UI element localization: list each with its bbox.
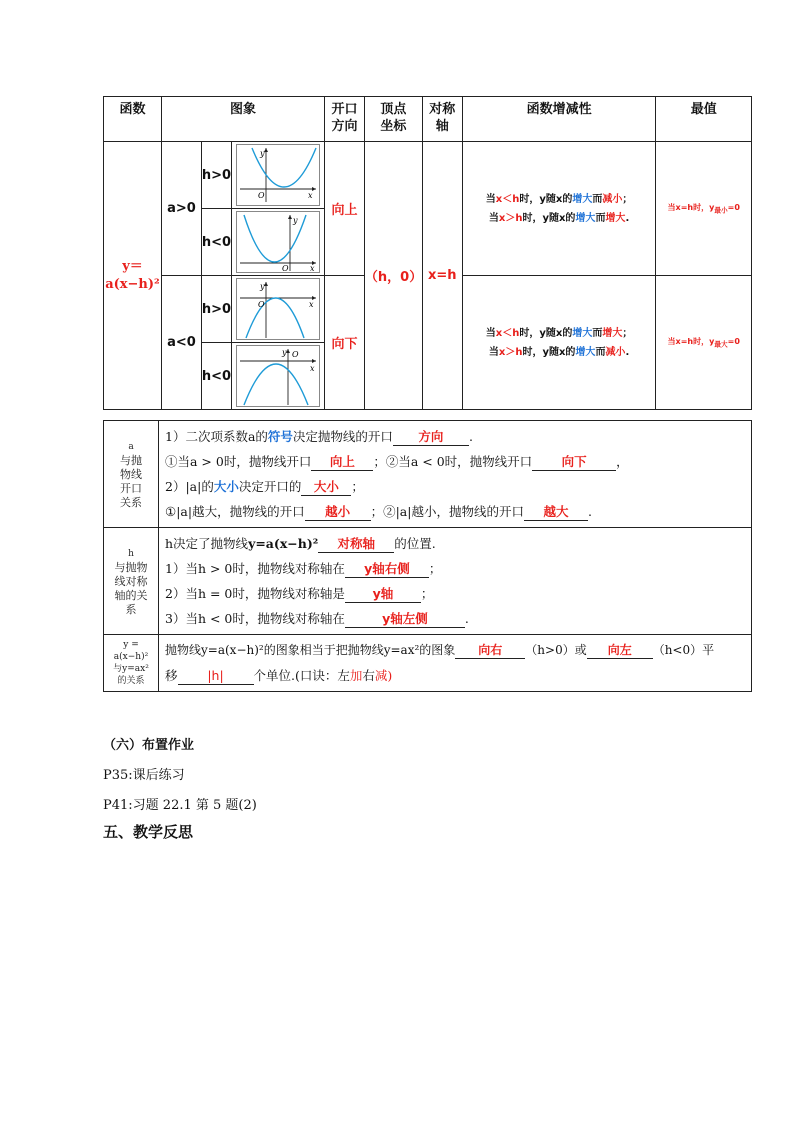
- homework-line-1: P35:课后练习: [103, 768, 185, 783]
- y-axis-label: y: [260, 149, 265, 158]
- extreme-max: 当x=h时，$y_{最大}=0$: [656, 276, 752, 410]
- vertex: （h，0）: [364, 142, 422, 410]
- blank-answer: |h|: [178, 668, 254, 685]
- row-label-h: h 与抛物 线对称 轴的关 系: [104, 528, 159, 635]
- origin-label: O: [258, 191, 265, 200]
- homework-line-2: P41:习题 22.1 第 5 题(2): [103, 798, 257, 813]
- header-vertex: 顶点 坐标: [364, 97, 422, 142]
- header-graph: 图象: [161, 97, 324, 142]
- graph-down-h-negative: [232, 343, 325, 410]
- row-a-relation: [104, 421, 752, 528]
- header-extreme: 最值: [656, 97, 752, 142]
- a-negative-label: a<0: [161, 276, 201, 410]
- row-label-translation: y = a(x−h)² 与y=ax² 的关系: [104, 635, 159, 692]
- x-axis-label: x: [309, 300, 314, 309]
- axis: x=h: [422, 142, 462, 410]
- origin-label: O: [258, 300, 265, 309]
- h-positive-label: h>0: [201, 142, 231, 209]
- parabola-graph: [236, 345, 320, 407]
- blank-answer: 向左: [587, 642, 653, 659]
- row-label-a: a 与抛 物线 开口 关系: [104, 421, 159, 528]
- graph-down-h-positive: [232, 276, 325, 343]
- h-negative-label: h<0: [201, 209, 231, 276]
- origin-label: O: [292, 350, 299, 359]
- header-monotonicity: 函数增减性: [462, 97, 656, 142]
- extreme-min: 当x=h时，$y_{最小}=0$: [656, 142, 752, 276]
- blank-answer: 越小: [305, 504, 371, 521]
- blank-answer: 向右: [455, 642, 525, 659]
- header-axis: 对称 轴: [422, 97, 462, 142]
- a-positive-label: a>0: [161, 142, 201, 276]
- monotonicity-up: 当x＜h时，y随x的增大而减小； 当x＞h时，y随x的增大而增大.: [462, 142, 656, 276]
- h-positive-label-2: h>0: [201, 276, 231, 343]
- blank-answer: y轴左侧: [345, 611, 465, 628]
- coefficient-relations-table: [103, 420, 752, 692]
- row-content-translation: 抛物线y=a(x−h)²的图象相当于把抛物线y=ax²的图象 向右 （h>0）或 向左 （h<0）平 移 |h| 个单位.(口诀：左加右减): [159, 635, 752, 692]
- origin-label: O: [282, 264, 289, 273]
- y-axis-label: y: [282, 348, 287, 357]
- header-row: [104, 97, 752, 142]
- x-axis-label: x: [310, 264, 315, 273]
- blank-answer: 大小: [301, 479, 351, 496]
- row-translation-relation: [104, 635, 752, 692]
- row-h-relation: [104, 528, 752, 635]
- row-content-a: 1）二次项系数a的符号决定抛物线的开口 方向 . ①当a > 0时，抛物线开口 向上 ；②当a < 0时，抛物线开口 向下 ， 2）|a|的大小决定开口的 大小 ； ①|a|越大，抛物线的开口 越小 ；②|a|越小，抛物线的开口 越大 .: [159, 421, 752, 528]
- y-axis-label: y: [260, 282, 265, 291]
- blank-answer: 向下: [532, 454, 616, 471]
- reflection-title: 五、教学反思: [103, 823, 194, 841]
- h-negative-label-2: h<0: [201, 343, 231, 410]
- open-up: 向上: [325, 142, 365, 276]
- open-down: 向下: [325, 276, 365, 410]
- function-formula: y＝ a(x−h)²: [104, 142, 162, 410]
- blank-answer: y轴右侧: [345, 561, 429, 578]
- blank-answer: y轴: [345, 586, 421, 603]
- header-open: 开口 方向: [325, 97, 365, 142]
- graph-up-h-positive: [232, 142, 325, 209]
- blank-answer: 对称轴: [318, 536, 394, 553]
- parabola-graph: [236, 144, 320, 206]
- homework-title: （六）布置作业: [103, 738, 195, 753]
- blank-answer: 向上: [311, 454, 373, 471]
- x-axis-label: x: [310, 364, 315, 373]
- parabola-graph: [236, 278, 320, 340]
- blank-answer: 方向: [393, 429, 469, 446]
- parabola-graph: [236, 211, 320, 273]
- x-axis-label: x: [308, 191, 313, 200]
- header-function: 函数: [104, 97, 162, 142]
- graph-up-h-negative: [232, 209, 325, 276]
- y-axis-label: y: [293, 216, 298, 225]
- blank-answer: 越大: [524, 504, 588, 521]
- row-content-h: h决定了抛物线y=a(x−h)² 对称轴 的位置. 1）当h > 0时，抛物线对称轴在 y轴右侧 ； 2）当h = 0时，抛物线对称轴是 y轴 ； 3）当h < 0时，抛物线对称轴在 y轴左侧 .: [159, 528, 752, 635]
- parabola-properties-table: [103, 96, 752, 410]
- monotonicity-down: 当x＜h时，y随x的增大而增大； 当x＞h时，y随x的增大而减小.: [462, 276, 656, 410]
